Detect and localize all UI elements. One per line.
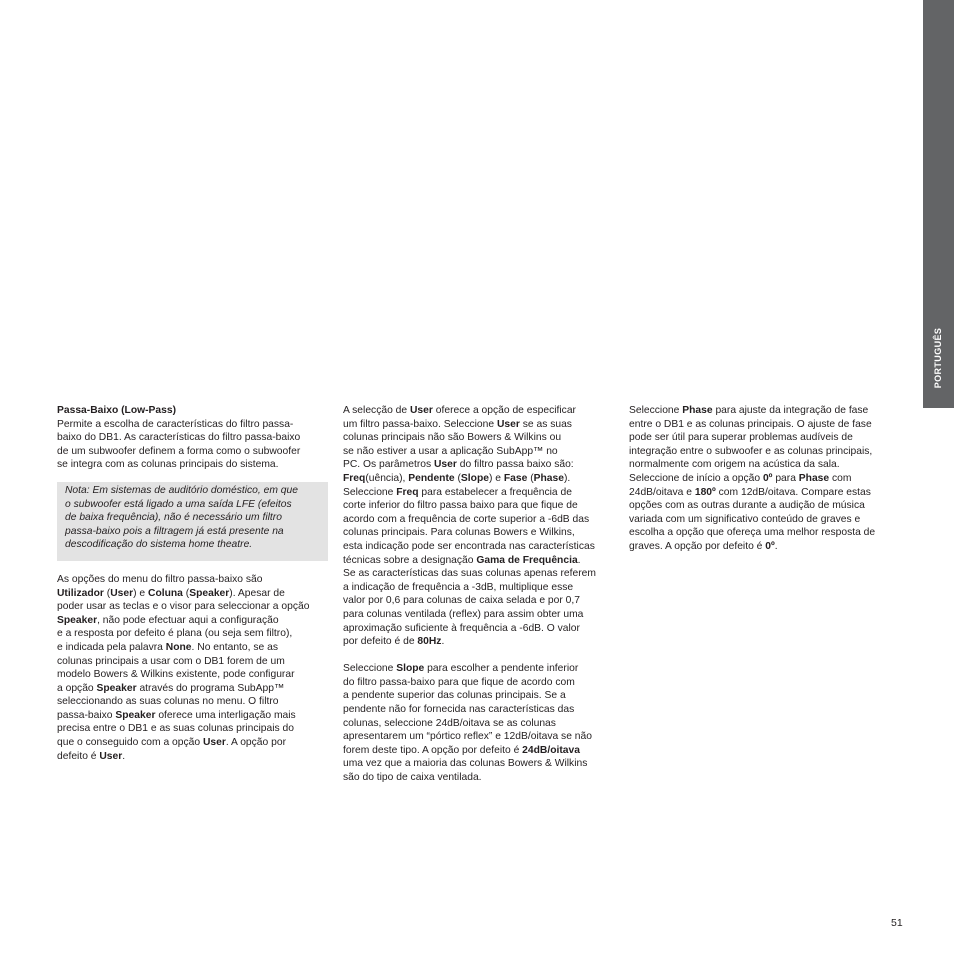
text-line: Utilizador (User) e Coluna (Speaker). Apesar de (57, 587, 285, 599)
text-line: A selecção de User oferece a opção de especificar (343, 405, 576, 416)
text-line: graves. A opção por defeito é 0º. (629, 540, 778, 552)
column-2 (343, 404, 615, 785)
text-line: são do tipo de caixa ventilada. (343, 772, 482, 784)
text-line: e indicada pela palavra None. No entanto, se as (57, 641, 278, 653)
text-line: acordo com a frequência de corte superior a -6dB das (343, 513, 590, 525)
text-line: seleccionando as suas colunas no menu. O filtro (57, 696, 279, 708)
text-line: Seleccione Freq para estabelecer a frequência de (343, 486, 572, 498)
intro-line: se integra com as colunas principais do sistema. (57, 459, 279, 471)
text-line: Speaker, não pode efectuar aqui a configuração (57, 614, 279, 626)
text-line: Seleccione Slope para escolher a pendente inferior (343, 663, 579, 675)
text-line: apresentarem um “pórtico reflex” e 12dB/oitava se não (343, 731, 592, 743)
text-line: a pendente superior das colunas principais. Se a (343, 690, 566, 702)
text-line: Seleccione Phase para ajuste da integração de fase (629, 405, 869, 416)
text-line: pode ser útil para superar problemas audíveis de (629, 432, 853, 444)
text-line: passa-baixo Speaker oferece uma interligação mais (57, 709, 296, 721)
note-box (57, 482, 328, 561)
text-line: defeito é User. (57, 750, 126, 762)
note-line: de baixa frequência), não é necessário um filtro (65, 512, 282, 524)
intro-line: Permite a escolha de características do filtro passa- (57, 418, 294, 430)
text-line: Seleccione de início a opção 0º para Phase com (629, 472, 852, 484)
text-line: colunas principais a usar com o DB1 forem de um (57, 655, 285, 667)
text-line: do filtro passa-baixo para que fique de acordo com (343, 676, 575, 688)
text-line: precisa entre o DB1 e as suas colunas principais do (57, 723, 294, 735)
text-line: se não estiver a usar a aplicação SubApp™ no (343, 445, 558, 457)
text-line: normalmente com origem na acústica da sala. (629, 459, 840, 471)
page-number: 51 (891, 917, 903, 929)
menu-options-paragraph (57, 573, 329, 763)
text-line: integração entre o subwoofer e as colunas principais, (629, 445, 873, 457)
note-line: passa-baixo pois a filtragem já está presente na (65, 525, 284, 537)
text-line: As opções do menu do filtro passa-baixo são (57, 573, 263, 585)
text-line: variada com um significativo conteúdo de graves e (629, 513, 861, 525)
text-line: poder usar as teclas e o visor para seleccionar a opção (57, 601, 310, 613)
text-line: por defeito é de 80Hz. (343, 636, 445, 648)
text-line: para colunas ventilada (reflex) para assim obter uma (343, 608, 584, 620)
phase-paragraph (629, 404, 901, 554)
intro-line: baixo do DB1. As características do filtro passa-baixo (57, 432, 301, 444)
text-line: um filtro passa-baixo. Seleccione User se as suas (343, 418, 572, 430)
text-line: pendente não for fornecida nas características das (343, 704, 575, 716)
text-line: 24dB/oitava e 180º com 12dB/oitava. Compare estas (629, 486, 871, 498)
text-line: colunas principais. Para colunas Bowers e Wilkins, (343, 527, 575, 539)
note-line: descodificação do sistema home theatre. (65, 539, 253, 551)
intro-line: de um subwoofer definem a forma como o subwoofer (57, 445, 301, 457)
note-line: o subwoofer está ligado a uma saída LFE (efeitos (65, 498, 292, 510)
section-heading: Passa-Baixo (Low-Pass) (57, 405, 177, 416)
text-line: e a resposta por defeito é plana (ou seja sem filtro), (57, 628, 293, 640)
text-line: entre o DB1 e as colunas principais. O ajuste de fase (629, 418, 872, 430)
column-3 (629, 404, 901, 554)
text-line: escolha a opção que ofereça uma melhor resposta de (629, 527, 876, 539)
text-line: Se as características das suas colunas apenas referem (343, 568, 596, 580)
slope-paragraph (343, 662, 615, 784)
text-line: Freq(uência), Pendente (Slope) e Fase (Phase). (343, 472, 571, 484)
paragraph-gap (343, 649, 615, 663)
language-tab-label: PORTUGUÊS (932, 327, 943, 389)
text-line: que o conseguido com a opção User. A opção por (57, 737, 287, 749)
user-option-paragraph (343, 404, 615, 649)
column-1 (57, 404, 329, 763)
text-line: a opção Speaker através do programa SubApp™ (57, 682, 285, 694)
language-side-tab (923, 0, 954, 408)
text-line: forem deste tipo. A opção por defeito é 24dB/oitava (343, 744, 580, 756)
text-line: técnicas sobre a designação Gama de Frequência. (343, 554, 581, 566)
text-line: modelo Bowers & Wilkins existente, pode configurar (57, 669, 295, 681)
text-line: corte inferior do filtro passa baixo para que fique de (343, 500, 578, 512)
text-line: aproximação suficiente à frequência a -6dB. O valor (343, 622, 580, 634)
text-line: valor por 0,6 para colunas de caixa selada e por 0,7 (343, 595, 580, 607)
text-line: uma vez que a maioria das colunas Bowers & Wilkins (343, 758, 588, 770)
text-line: colunas, seleccione 24dB/oitava se as colunas (343, 717, 556, 729)
note-line: Nota: Em sistemas de auditório doméstico, em que (65, 484, 298, 496)
text-line: a indicação de frequência a -3dB, multiplique esse (343, 581, 574, 593)
text-line: opções com as outras durante a audição de música (629, 500, 865, 512)
text-line: PC. Os parâmetros User do filtro passa baixo são: (343, 459, 574, 471)
text-line: colunas principais não são Bowers & Wilkins ou (343, 432, 562, 444)
text-line: esta indicação pode ser encontrada nas características (343, 540, 595, 552)
